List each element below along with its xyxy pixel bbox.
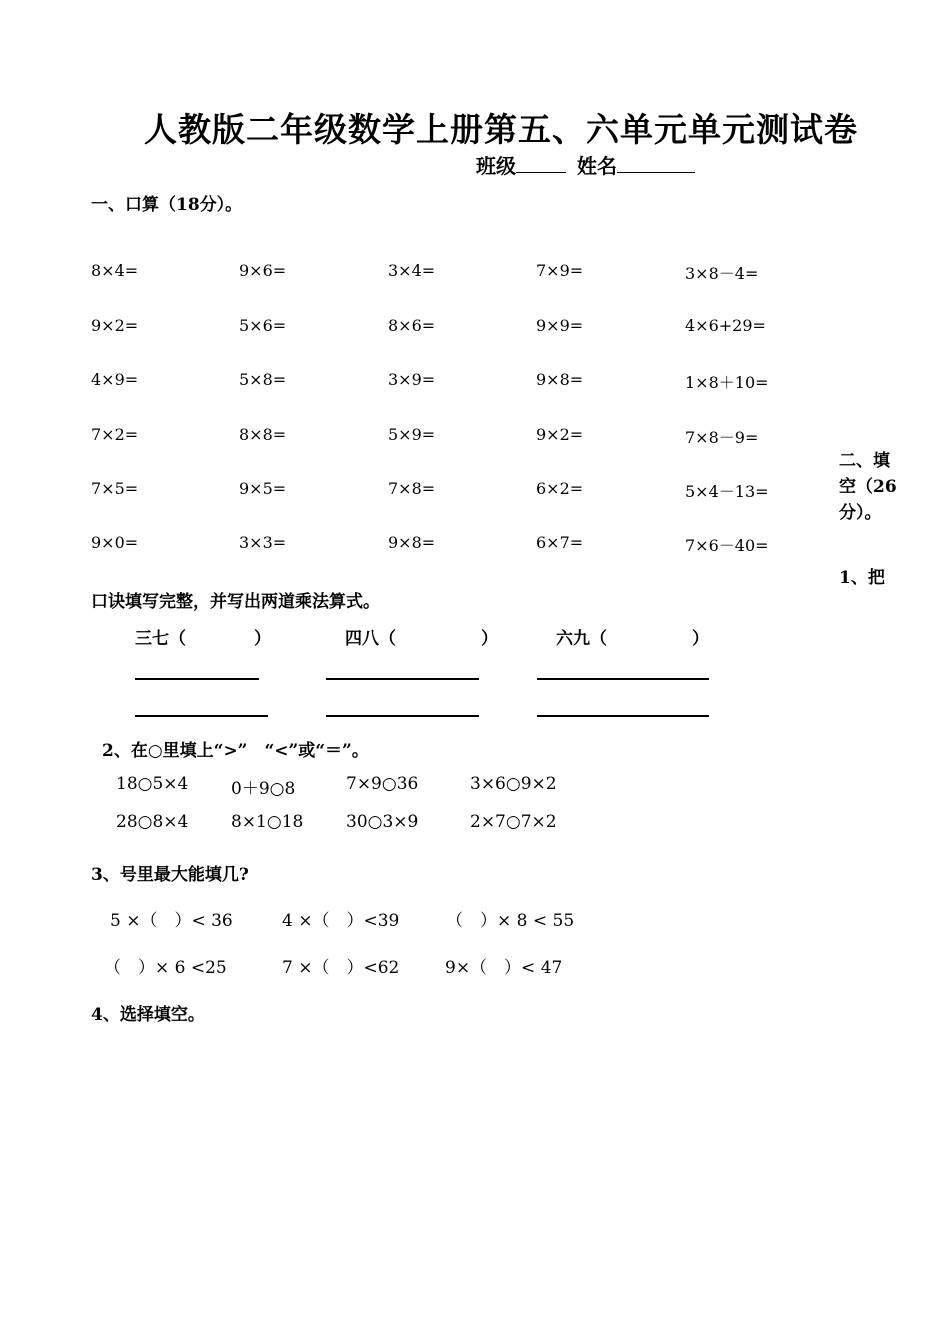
answer-line[interactable] (326, 678, 479, 680)
oral-item: 9×5= (239, 479, 287, 498)
q2-instruction: 2、在○里填上“>” “<”或“＝”。 (102, 741, 369, 761)
max-fill-item: （ ）× 8 < 55 (446, 911, 575, 931)
oral-item: 8×4= (91, 261, 139, 280)
oral-item: 9×8= (536, 370, 584, 389)
oral-item: 7×9= (536, 261, 584, 280)
class-label: 班级 (476, 154, 516, 178)
answer-line[interactable] (135, 678, 259, 680)
oral-item: 4×6+29= (685, 316, 766, 335)
oral-item: 7×8－9= (685, 428, 759, 447)
compare-item: 18○5×4 (116, 774, 189, 794)
oral-item: 6×7= (536, 533, 584, 552)
oral-item: 3×4= (388, 261, 436, 280)
oral-item: 9×2= (91, 316, 139, 335)
compare-item: 3×6○9×2 (470, 774, 557, 794)
compare-item: 28○8×4 (116, 812, 189, 832)
oral-item: 7×8= (388, 479, 436, 498)
compare-item: 8×1○18 (231, 812, 304, 832)
oral-item: 6×2= (536, 479, 584, 498)
answer-line[interactable] (326, 715, 479, 717)
page-title: 人教版二年级数学上册第五、六单元单元测试卷 (144, 110, 858, 149)
compare-item: 2×7○7×2 (470, 812, 557, 832)
section1-heading: 一、口算（18分）。 (91, 195, 243, 215)
oral-item: 3×9= (388, 370, 436, 389)
section2-heading: 二、填空（26分）。 (839, 451, 897, 523)
q4-instruction: 4、选择填空。 (91, 1005, 205, 1025)
oral-item: 5×8= (239, 370, 287, 389)
name-blank[interactable] (617, 154, 695, 173)
max-fill-item: （ ）× 6 <25 (104, 958, 227, 978)
max-fill-item: 9×（ ）< 47 (445, 958, 563, 978)
max-fill-item: 5 ×（ ）< 36 (110, 911, 233, 931)
mnemonic-item: 六九（ ） (556, 629, 709, 649)
answer-line[interactable] (537, 715, 709, 717)
oral-item: 7×2= (91, 425, 139, 444)
oral-item: 1×8＋10= (685, 373, 769, 392)
oral-item: 7×5= (91, 479, 139, 498)
oral-item: 3×8－4= (685, 264, 759, 283)
oral-item: 9×6= (239, 261, 287, 280)
q1-instruction: 口诀填写完整，并写出两道乘法算式。 (91, 592, 380, 612)
max-fill-item: 7 ×（ ）<62 (282, 958, 400, 978)
oral-item: 9×0= (91, 533, 139, 552)
mnemonic-item: 四八（ ） (345, 629, 498, 649)
oral-item: 7×6－40= (685, 536, 769, 555)
oral-item: 5×4－13= (685, 482, 769, 501)
oral-item: 5×9= (388, 425, 436, 444)
oral-item: 8×6= (388, 316, 436, 335)
mnemonic-item: 三七（ ） (135, 629, 271, 649)
answer-line[interactable] (135, 715, 268, 717)
compare-item: 0＋9○8 (231, 779, 296, 799)
q3-instruction: 3、号里最大能填几? (91, 865, 249, 885)
compare-item: 7×9○36 (346, 774, 419, 794)
compare-item: 30○3×9 (346, 812, 419, 832)
class-blank[interactable] (516, 154, 566, 173)
class-name-line (476, 150, 695, 179)
section2-item1-prefix: 1、把 (839, 568, 885, 588)
oral-item: 9×2= (536, 425, 584, 444)
oral-item: 8×8= (239, 425, 287, 444)
oral-item: 9×9= (536, 316, 584, 335)
oral-item: 4×9= (91, 370, 139, 389)
answer-line[interactable] (537, 678, 709, 680)
max-fill-item: 4 ×（ ）<39 (282, 911, 400, 931)
name-label: 姓名 (576, 154, 617, 178)
oral-item: 9×8= (388, 533, 436, 552)
oral-item: 3×3= (239, 533, 287, 552)
oral-item: 5×6= (239, 316, 287, 335)
